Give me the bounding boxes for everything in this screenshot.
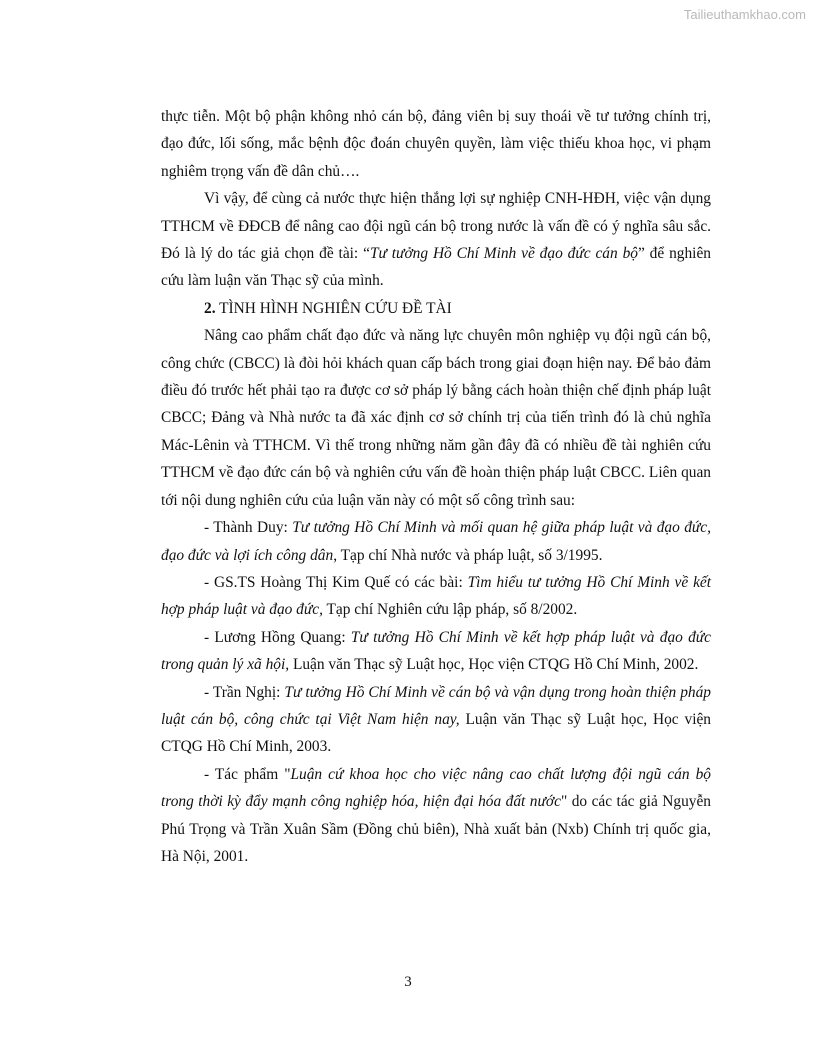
reference-source: Luận văn Thạc sỹ Luật học, Học viện CTQG Hồ Chí Minh, 2002.	[289, 656, 699, 674]
reference-source: Tạp chí Nghiên cứu lập pháp, số 8/2002.	[322, 601, 578, 619]
paragraph-2	[161, 185, 711, 295]
reference-item	[161, 624, 711, 679]
reference-title: Tư tưởng Hồ Chí Minh và mối quan hệ giữa pháp luật và đạo đức, đạo đức và lợi ích công dân	[161, 519, 711, 564]
reference-author: - Trần Nghị:	[204, 683, 285, 701]
reference-source: " do các tác giả Nguyễn Phú Trọng và Trần Xuân Sầm (Đồng chủ biên), Nhà xuất bản (Nxb) Chính trị quốc gia, Hà Nội, 2001.	[161, 793, 711, 865]
reference-title: Luận cứ khoa học cho việc nâng cao chất lượng đội ngũ cán bộ trong thời kỳ đẩy mạnh công nghiệp hóa, hiện đại hóa đất nước	[161, 765, 711, 811]
thesis-title: Tư tưởng Hồ Chí Minh về đạo đức cán bộ	[369, 245, 638, 263]
reference-title: Tư tưởng Hồ Chí Minh về kết hợp pháp luật và đạo đức trong quản lý xã hội,	[161, 628, 711, 674]
reference-item	[161, 679, 711, 761]
page-number: 3	[404, 974, 412, 990]
paragraph-2-text: Vì vậy, để cùng cả nước thực hiện thắng lợi sự nghiệp CNH-HĐH, việc vận dụng TTHCM về ĐĐCB để nâng cao đội ngũ cán bộ trong nước là vấn đề có ý nghĩa sâu sắc. Đó là lý do tác giả chọn đề tài: “	[161, 190, 711, 263]
section-number: 2.	[204, 299, 216, 317]
watermark: Tailieuthamkhao.com	[683, 7, 806, 22]
reference-author: - GS.TS Hoàng Thị Kim Quế có các bài:	[204, 573, 468, 591]
paragraph-2-tail: ” để nghiên cứu làm luận văn Thạc sỹ của mình.	[161, 245, 711, 290]
reference-item	[161, 569, 711, 624]
reference-title: Tư tưởng Hồ Chí Minh về cán bộ và vận dụng trong hoàn thiện pháp luật cán bộ, công chức tại Việt Nam hiện nay,	[161, 683, 711, 728]
section-heading	[161, 295, 711, 322]
reference-item	[161, 761, 711, 871]
reference-title: Tìm hiểu tư tưởng Hồ Chí Minh về kết hợp pháp luật và đạo đức,	[161, 573, 712, 619]
section-title: TÌNH HÌNH NGHIÊN CỨU ĐỀ TÀI	[215, 299, 452, 317]
reference-author: - Tác phẩm "	[204, 765, 291, 783]
reference-item	[161, 514, 711, 569]
reference-author: - Thành Duy:	[204, 519, 293, 537]
reference-source: Luận văn Thạc sỹ Luật học, Học viện CTQG Hồ Chí Minh, 2003.	[161, 710, 712, 756]
paragraph-3: Nâng cao phẩm chất đạo đức và năng lực chuyên môn nghiệp vụ đội ngũ cán bộ, công chức (CBCC) là đòi hỏi khách quan cấp bách trong giai đoạn hiện nay. Để bảo đảm điều đó trước hết phải tạo ra được cơ sở pháp lý bằng cách hoàn thiện chế định pháp luật CBCC; Đảng và Nhà nước ta đã xác định cơ sở chính trị của tiến trình đó là chủ nghĩa Mác-Lênin và TTHCM. Vì thế trong những năm gần đây đã có nhiều đề tài nghiên cứu TTHCM về đạo đức cán bộ và nghiên cứu vấn đề hoàn thiện pháp luật CBCC. Liên quan tới nội dung nghiên cứu của luận văn này có một số công trình sau:	[161, 327, 711, 509]
paragraph-1: thực tiễn. Một bộ phận không nhỏ cán bộ, đảng viên bị suy thoái về tư tưởng chính trị, đạo đức, lối sống, mắc bệnh độc đoán chuyên quyền, làm việc thiếu khoa học, vi phạm nghiêm trọng vấn đề dân chủ….	[161, 108, 711, 180]
reference-author: - Lương Hồng Quang:	[204, 628, 351, 646]
page-body	[161, 103, 711, 870]
reference-source: , Tạp chí Nhà nước và pháp luật, số 3/1995.	[333, 546, 603, 564]
